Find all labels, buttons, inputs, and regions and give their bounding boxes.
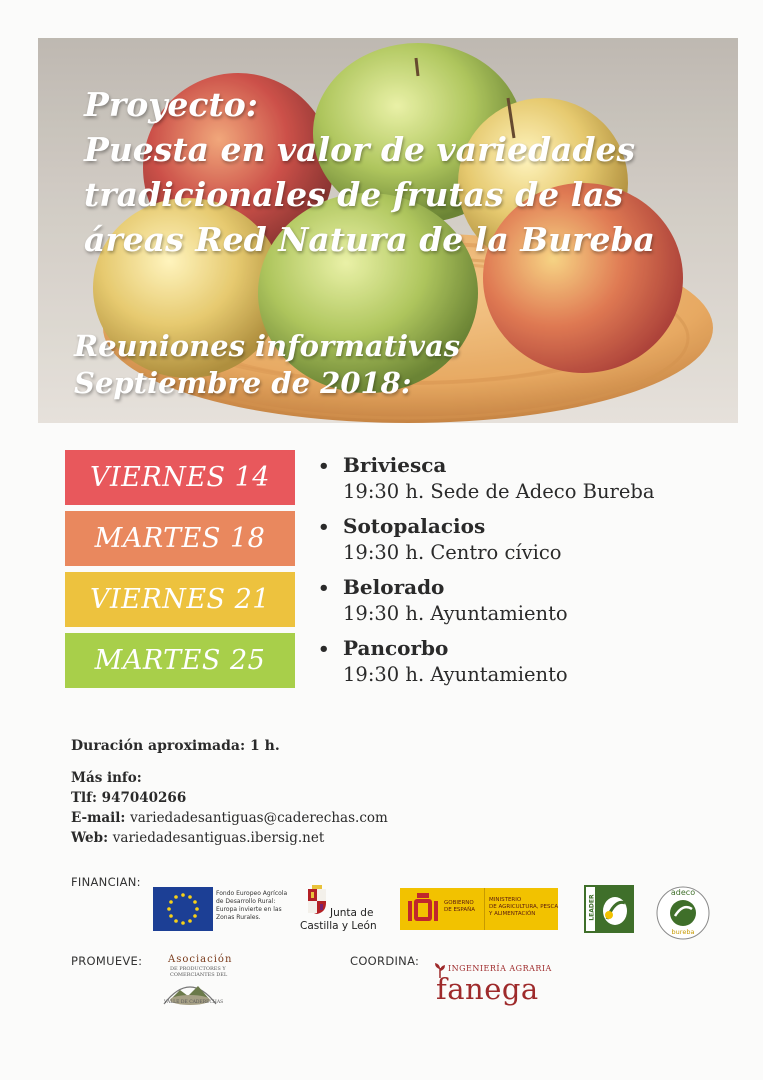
promueve-label: PROMUEVE: (71, 954, 143, 968)
event-detail: 19:30 h. Ayuntamiento (343, 663, 568, 686)
event-item-3 (318, 575, 738, 626)
event-item-2 (318, 514, 738, 565)
day-badge-2: MARTES 18 (65, 511, 295, 566)
day-badge-1: VIERNES 14 (65, 450, 295, 505)
event-place: Briviesca (343, 453, 447, 477)
day-badge-4: MARTES 25 (65, 633, 295, 688)
eu-flag-icon (153, 887, 213, 931)
event-detail: 19:30 h. Ayuntamiento (343, 602, 568, 625)
leader-leaf-icon (597, 889, 633, 929)
phone-value: 947040266 (101, 790, 187, 806)
phone-line: Tlf: 947040266 (71, 790, 187, 806)
day-badge-3: VIERNES 21 (65, 572, 295, 627)
event-item-4 (318, 636, 738, 687)
bullet-icon: • (318, 578, 330, 599)
title-line-1: Proyecto: (84, 85, 258, 124)
title-line-2: Puesta en valor de variedades (84, 130, 636, 169)
event-detail: 19:30 h. Centro cívico (343, 541, 562, 564)
title-line-4: áreas Red Natura de la Bureba (84, 220, 655, 259)
adeco-bureba-logo: adeco bureba (655, 885, 711, 941)
asociacion-logo: Asociación DE PRODUCTORES Y COMERCIANTES DEL VALLE DE CADERECHAS (158, 952, 248, 1008)
eu-feader-logo: Fondo Europeo Agrícola de Desarrollo Rural: Europa invierte en las Zonas Rurales. (153, 887, 293, 931)
more-info-label: Más info: (71, 770, 142, 786)
project-title (84, 82, 724, 262)
subtitle-line-2: Septiembre de 2018: (74, 366, 412, 400)
meetings-subtitle (74, 328, 714, 402)
event-place: Pancorbo (343, 636, 449, 660)
spain-arms-icon (406, 891, 440, 927)
bullet-icon: • (318, 517, 330, 538)
fanega-logo: INGENIERÍA AGRARIA fanega (436, 964, 552, 1006)
web-link[interactable]: variedadesantiguas.ibersig.net (112, 830, 325, 846)
event-detail: 19:30 h. Sede de Adeco Bureba (343, 480, 655, 503)
duration-text: Duración aproximada: 1 h. (71, 738, 280, 754)
bullet-icon: • (318, 639, 330, 660)
coat-of-arms-icon (306, 885, 328, 915)
contact-info (71, 768, 388, 848)
gobierno-espana-logo: GOBIERNO DE ESPAÑA MINISTERIO DE AGRICULTURA, PESCA Y ALIMENTACIÓN (400, 888, 558, 930)
email-line: E-mail: variedadesantiguas@caderechas.com (71, 810, 388, 826)
event-place: Belorado (343, 575, 445, 599)
email-link[interactable]: variedadesantiguas@caderechas.com (130, 810, 388, 826)
title-line-3: tradicionales de frutas de las (84, 175, 624, 214)
coordina-label: COORDINA: (350, 954, 420, 968)
financian-label: FINANCIAN: (71, 875, 141, 889)
subtitle-line-1: Reuniones informativas (74, 329, 461, 363)
jcyl-logo: Junta de Castilla y León (300, 885, 382, 935)
web-line: Web: variedadesantiguas.ibersig.net (71, 830, 325, 846)
leader-logo: LEADER (584, 885, 634, 933)
hero-banner (38, 38, 738, 423)
event-item-1 (318, 453, 738, 504)
event-place: Sotopalacios (343, 514, 486, 538)
bullet-icon: • (318, 456, 330, 477)
